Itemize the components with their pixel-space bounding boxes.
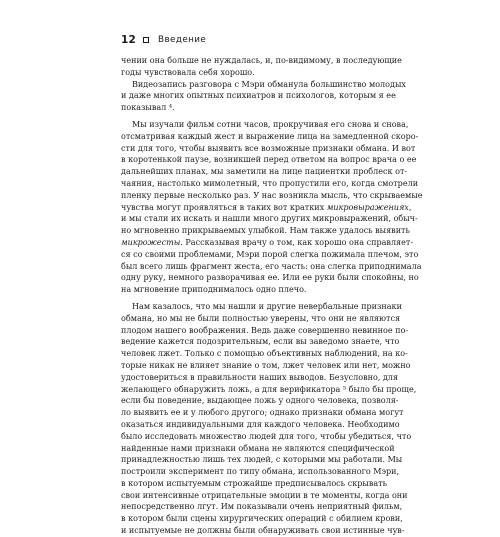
paragraph bbox=[121, 301, 417, 537]
text-line: показывал ⁴. bbox=[121, 103, 175, 113]
text-line: сти для того, чтобы выявить все возможные признаки обмана. И вот bbox=[121, 143, 416, 153]
text-line: микрожесты. Рассказывая врачу о том, как хорошо она справляет- bbox=[121, 237, 414, 247]
text-line: торые никак не влияет знание о том, лжет человек или нет, можно bbox=[121, 360, 411, 370]
body-text bbox=[121, 55, 423, 537]
text-line: в котором были сцены хирургических операций с обилием крови, bbox=[121, 514, 403, 524]
text-line: ло выявить ее и у любого другого; однако признаки обмана могут bbox=[121, 408, 404, 418]
text-line: годы чувствовала себя хорошо. bbox=[121, 67, 255, 77]
running-header bbox=[121, 33, 206, 47]
text-line: непосредственно лгут. Им показывали очень неприятный фильм, bbox=[121, 502, 403, 512]
emphasized-term: микрожесты bbox=[121, 237, 181, 247]
text-line: желающего обнаружить ложь, а для верификатора ⁵ было бы проще, bbox=[121, 384, 417, 394]
text-line: обмана, но мы не были полностью уверены, что они не являются bbox=[121, 313, 401, 323]
text-line: был всего лишь фрагмент жеста, его часть: она слегка приподнимала bbox=[121, 261, 422, 271]
text-line: на мгновение приподнималось одно плечо. bbox=[121, 285, 307, 295]
text-line: построили эксперимент по типу обмана, использованного Мэри, bbox=[121, 467, 400, 477]
text-line: в коротенькой паузе, возникшей перед ответом на вопрос врача о ее bbox=[121, 155, 417, 165]
text-line: принадлежностью лишь тех людей, с которыми мы работали. Мы bbox=[121, 455, 403, 465]
text-line: человек лжет. Только с помощью объективных наблюдений, на ко- bbox=[121, 349, 408, 359]
text-line: одну руку, немного разворачивая ее. Или ее руки были спокойны, но bbox=[121, 273, 419, 283]
text-line: ся со своими проблемами, Мэри порой слегка пожимала плечом, это bbox=[121, 249, 419, 259]
text-line: чаяния, настолько мимолетный, что пропустили его, когда смотрели bbox=[121, 178, 419, 188]
paragraph bbox=[121, 119, 423, 296]
text-line: и мы стали их искать и нашли много других микровыражений, обыч- bbox=[121, 214, 418, 224]
text-line: дальнейших планах, мы заметили на лице пациентки проблеск от- bbox=[121, 167, 408, 177]
text-line: но мгновенно прикрываемых улыбкой. Нам также удалось выявить bbox=[121, 226, 410, 236]
text-line: ведение кажется подозрительным, если вы заведомо знаете, что bbox=[121, 337, 400, 347]
text-line: оказаться индивидуальными для каждого человека. Необходимо bbox=[121, 419, 400, 429]
emphasized-term: микровыражениях bbox=[326, 202, 409, 212]
text-line: пленку первые несколько раз. У нас возникла мысль, что скрываемые bbox=[121, 190, 423, 200]
text-line: в котором испытуемым строжайше предписывалось скрывать bbox=[121, 478, 387, 488]
text-line: плодом нашего воображения. Ведь даже совершенно невинное по- bbox=[121, 325, 409, 335]
text-line: если бы поведение, выдающее ложь у одного человека, позволя- bbox=[121, 396, 399, 406]
text-line: было исследовать множество людей для того, чтобы убедиться, что bbox=[121, 431, 412, 441]
text-line: Мы изучали фильм сотни часов, прокручивая его снова и снова, bbox=[132, 119, 409, 129]
text-line: найденные нами признаки обмана не являются специфической bbox=[121, 443, 395, 453]
paragraph bbox=[121, 79, 406, 114]
text-line: чении она больше не нуждалась, и, по-видимому, в последующие bbox=[121, 56, 402, 65]
text-line: Видеозапись разговора с Мэри обманула большинство молодых bbox=[132, 79, 406, 89]
text-line: свои интенсивные отрицательные эмоции в те моменты, когда они bbox=[121, 490, 408, 500]
section-title: Введение bbox=[158, 35, 207, 45]
paragraph bbox=[121, 55, 402, 79]
page-number: 12 bbox=[121, 34, 137, 46]
text-line: удостовериться в правильности наших выводов. Безусловно, для bbox=[121, 372, 399, 382]
text-line: и испытуемые не должны были обнаруживать свои истинные чув- bbox=[121, 526, 405, 536]
text-line: Нам казалось, что мы нашли и другие невербальные признаки bbox=[132, 301, 402, 311]
text-line: отсматривая каждый жест и выражение лица на замедленной скоро- bbox=[121, 131, 419, 141]
text-line: и даже многих опытных психиатров и психологов, которым я ее bbox=[121, 91, 396, 101]
square-bullet-icon bbox=[143, 37, 149, 43]
text-line: чувства могут проявляться в таких вот кратких микровыражениях, bbox=[121, 202, 412, 212]
